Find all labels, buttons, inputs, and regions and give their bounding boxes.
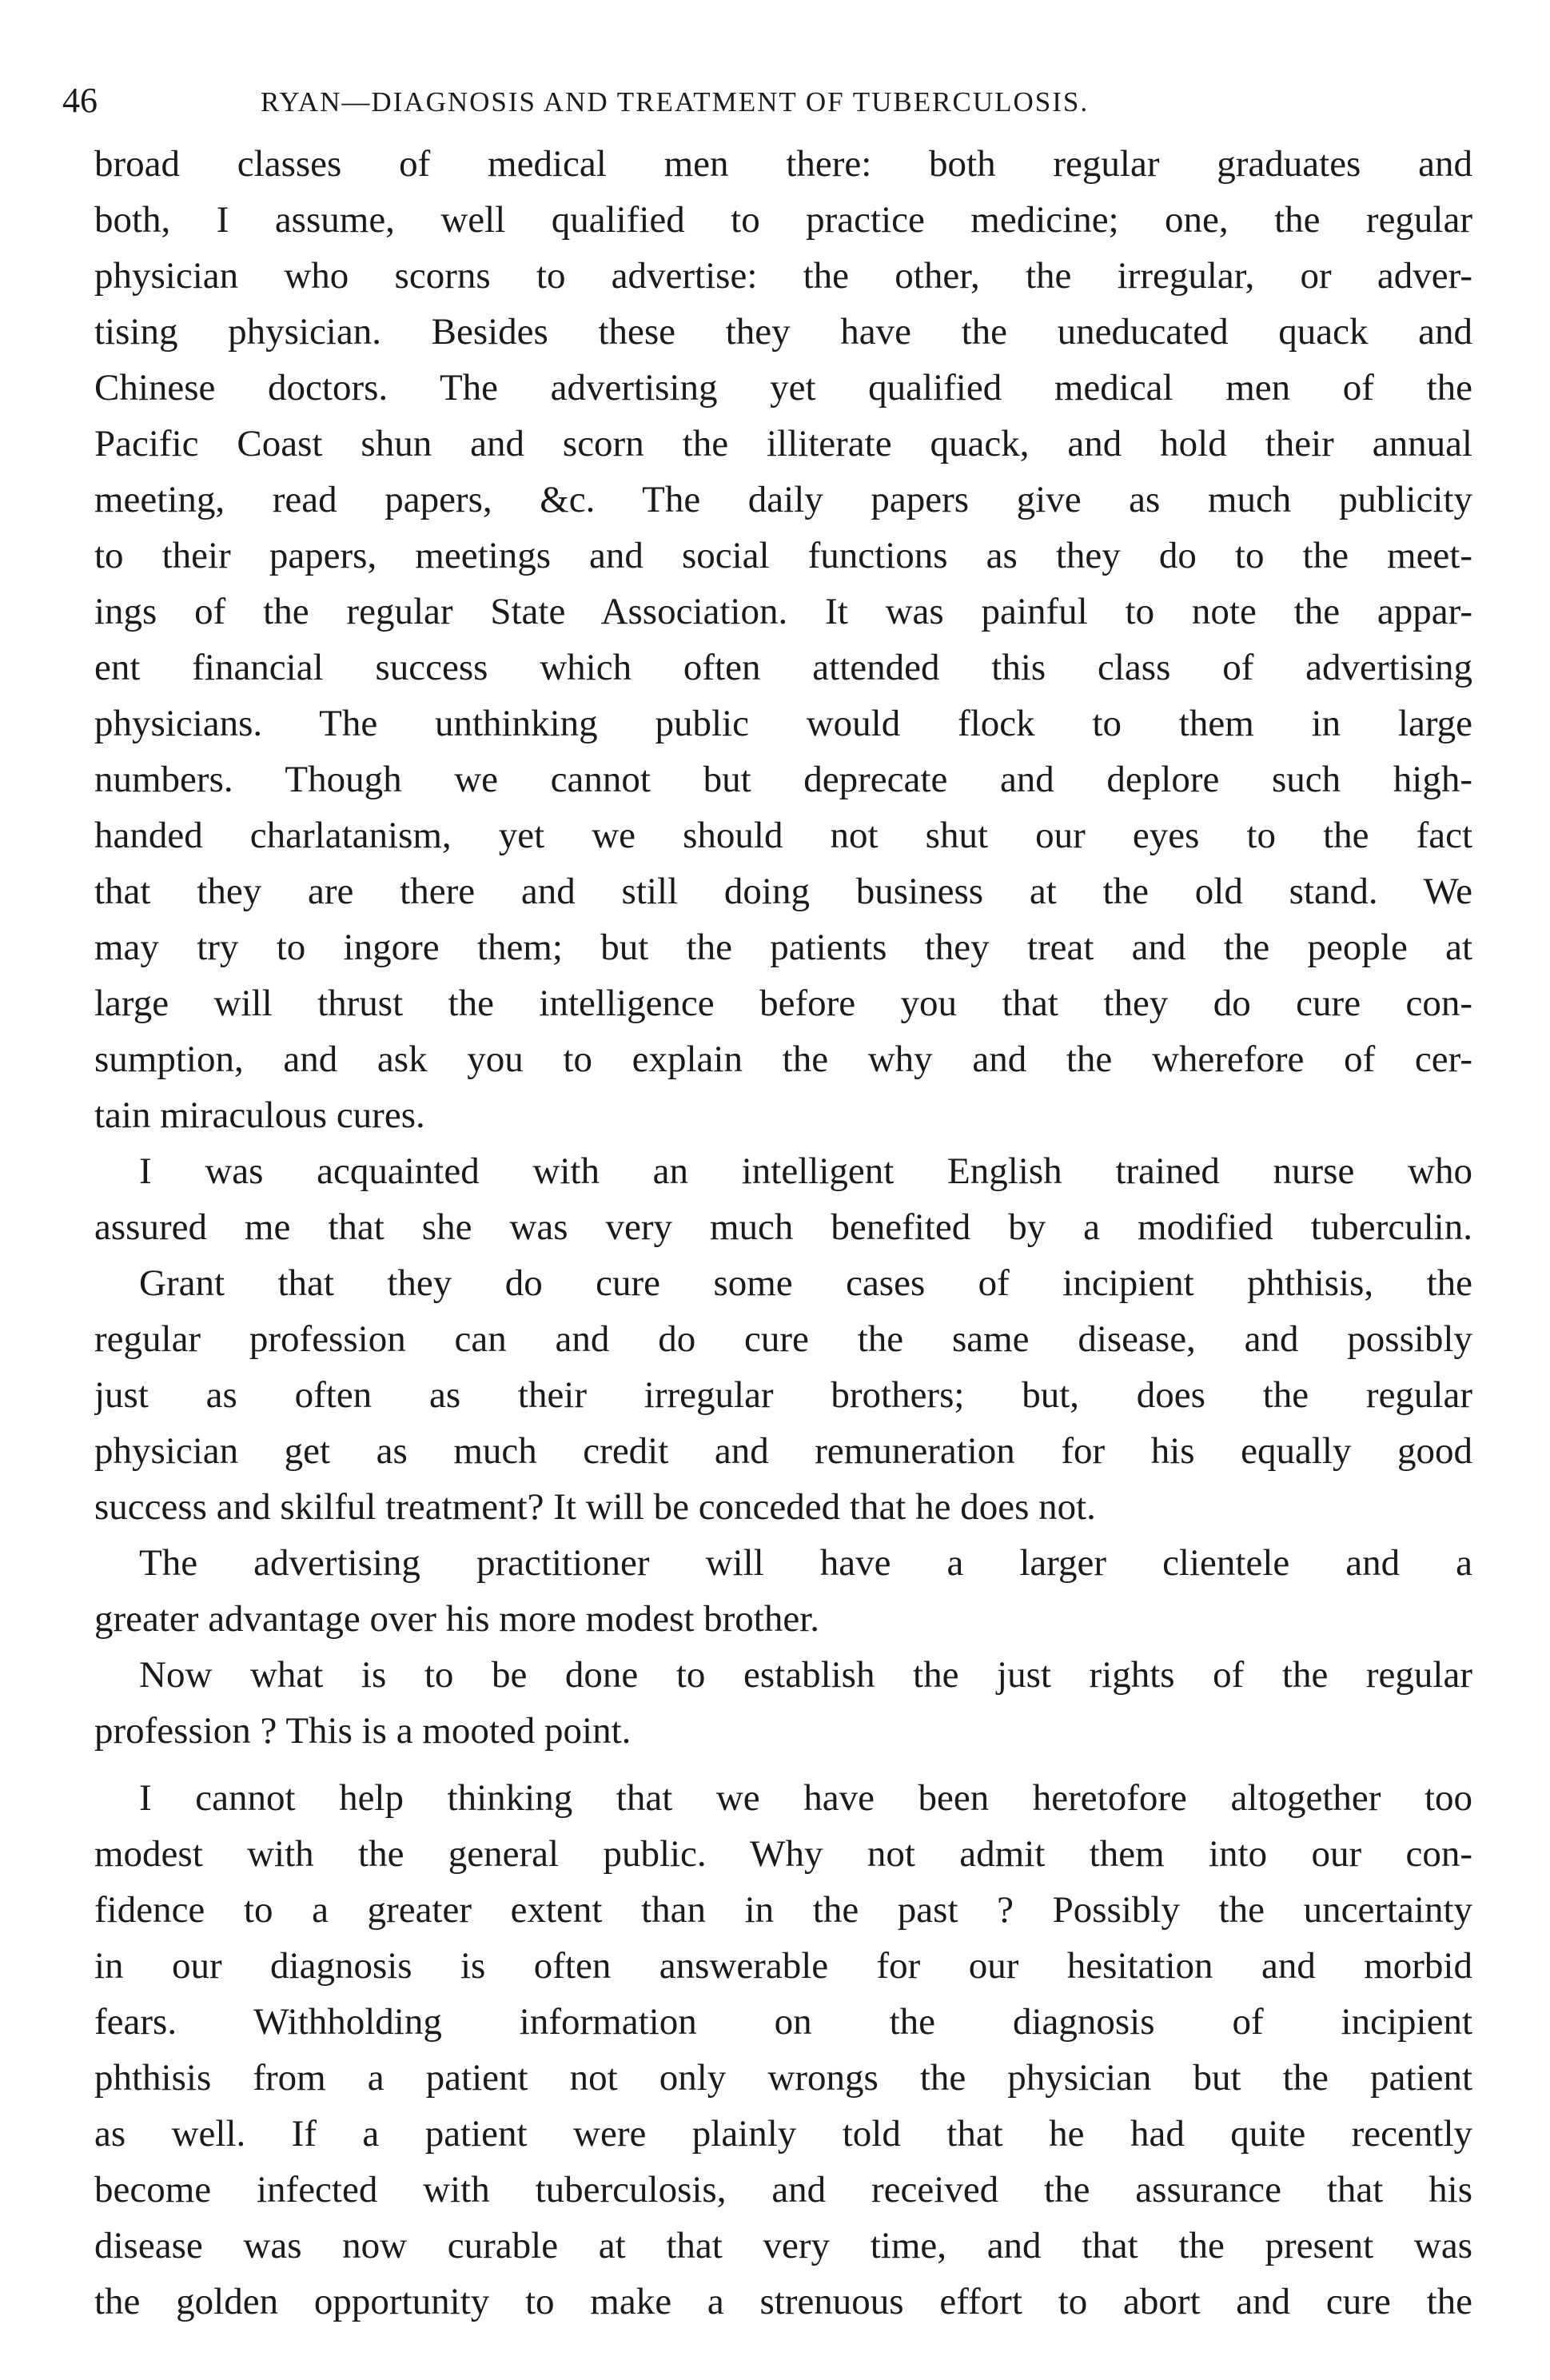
- text-line: Chinese doctors. The advertising yet qualified medical men of the: [94, 367, 1472, 409]
- text-line: greater advantage over his more modest brother.: [94, 1598, 820, 1640]
- text-line: fears. Withholding information on the diagnosis of incipient: [94, 2001, 1472, 2043]
- text-line: I cannot help thinking that we have been heretofore altogether too: [139, 1777, 1472, 1819]
- text-line: sumption, and ask you to explain the why and the wherefore of cer-: [94, 1039, 1472, 1080]
- text-line: become infected with tuberculosis, and received the assurance that his: [94, 2169, 1472, 2211]
- text-line: Grant that they do cure some cases of incipient phthisis, the: [139, 1262, 1472, 1304]
- text-line: the golden opportunity to make a strenuous effort to abort and cure the: [94, 2281, 1472, 2322]
- text-line: disease was now curable at that very time, and that the present was: [94, 2225, 1472, 2266]
- text-line: phthisis from a patient not only wrongs the physician but the patient: [94, 2057, 1472, 2099]
- text-line: tising physician. Besides these they have the uneducated quack and: [94, 311, 1472, 353]
- text-line: just as often as their irregular brothers; but, does the regular: [94, 1374, 1472, 1416]
- text-line: Pacific Coast shun and scorn the illiterate quack, and hold their annual: [94, 423, 1472, 464]
- text-line: may try to ingore them; but the patients they treat and the people at: [94, 927, 1472, 968]
- text-line: as well. If a patient were plainly told that he had quite recently: [94, 2113, 1472, 2155]
- text-line: Now what is to be done to establish the just rights of the regular: [139, 1654, 1472, 1696]
- text-line: physician who scorns to advertise: the other, the irregular, or adver-: [94, 255, 1472, 297]
- text-line: to their papers, meetings and social functions as they do to the meet-: [94, 535, 1472, 576]
- text-line: ent financial success which often attended this class of advertising: [94, 647, 1472, 688]
- page-header: [62, 77, 1453, 125]
- text-line: handed charlatanism, yet we should not shut our eyes to the fact: [94, 815, 1472, 856]
- text-line: both, I assume, well qualified to practice medicine; one, the regular: [94, 199, 1472, 241]
- text-line: I was acquainted with an intelligent English trained nurse who: [139, 1150, 1472, 1192]
- text-line: physician get as much credit and remuneration for his equally good: [94, 1430, 1472, 1472]
- text-line: numbers. Though we cannot but deprecate and deplore such high-: [94, 759, 1472, 800]
- text-line: profession ? This is a mooted point.: [94, 1710, 632, 1752]
- text-line: regular profession can and do cure the same disease, and possibly: [94, 1318, 1472, 1360]
- text-line: fidence to a greater extent than in the past ? Possibly the uncertainty: [94, 1889, 1472, 1931]
- text-line: in our diagnosis is often answerable for our hesitation and morbid: [94, 1945, 1472, 1987]
- text-line: broad classes of medical men there: both regular graduates and: [94, 143, 1472, 185]
- text-line: that they are there and still doing business at the old stand. We: [94, 871, 1472, 912]
- running-head: RYAN—DIAGNOSIS AND TREATMENT OF TUBERCULOSIS.: [261, 86, 1090, 118]
- text-line: large will thrust the intelligence before you that they do cure con-: [94, 983, 1472, 1024]
- body-text: [94, 136, 1472, 2358]
- page-number: 46: [62, 81, 98, 120]
- text-line: assured me that she was very much benefited by a modified tuberculin.: [94, 1206, 1472, 1248]
- text-line: tain miraculous cures.: [94, 1094, 425, 1136]
- text-line: success and skilful treatment? It will be conceded that he does not.: [94, 1486, 1096, 1528]
- text-line: ings of the regular State Association. It was painful to note the appar-: [94, 591, 1472, 632]
- text-line: The advertising practitioner will have a larger clientele and a: [139, 1542, 1472, 1584]
- text-line: physicians. The unthinking public would flock to them in large: [94, 703, 1472, 744]
- text-line: modest with the general public. Why not admit them into our con-: [94, 1833, 1472, 1875]
- text-line: meeting, read papers, &c. The daily papers give as much publicity: [94, 479, 1472, 520]
